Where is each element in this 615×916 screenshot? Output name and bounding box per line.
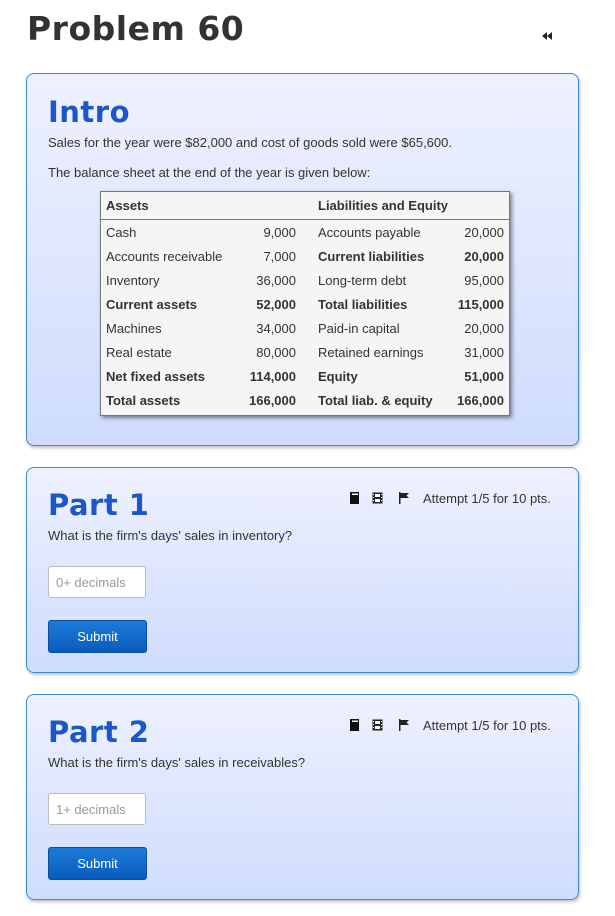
balance-sheet-row [101,244,509,268]
part-2-heading: Part 2 [48,715,150,749]
asset-value: 114,000 [249,368,296,384]
liability-label: Total liabilities [318,296,408,312]
part-1-attempt-text: Attempt 1/5 for 10 pts. [423,491,551,506]
rewind-icon[interactable] [540,29,554,43]
balance-sheet-row [101,316,509,340]
balance-sheet-row [101,268,509,292]
asset-label: Inventory [106,272,160,288]
part-1-submit-button[interactable]: Submit [48,620,147,653]
asset-value: 36,000 [256,272,296,288]
liability-label: Long-term debt [318,272,407,288]
asset-value: 7,000 [263,248,296,264]
liability-label: Accounts payable [318,224,421,240]
intro-heading: Intro [48,95,131,129]
book-icon[interactable] [350,719,359,731]
liability-value: 20,000 [464,248,504,264]
assets-header: Assets [101,192,306,220]
intro-panel [26,73,579,446]
liability-label: Current liabilities [318,248,425,264]
liability-label: Retained earnings [318,344,424,360]
asset-value: 166,000 [249,392,296,408]
part-1-heading: Part 1 [48,488,150,522]
liability-value: 166,000 [457,392,504,408]
liability-label: Equity [318,368,358,384]
asset-label: Net fixed assets [106,368,205,384]
part-1-answer-input[interactable] [48,566,146,598]
liability-label: Total liab. & equity [318,392,433,408]
asset-value: 34,000 [256,320,296,336]
liability-value: 31,000 [464,344,504,360]
balance-sheet-row [101,364,509,388]
asset-label: Cash [106,224,137,240]
part-2-submit-button[interactable]: Submit [48,847,147,880]
asset-value: 9,000 [263,224,296,240]
asset-label: Current assets [106,296,198,312]
part-1-question: What is the firm's days' sales in inventory? [48,528,293,543]
part-2-attempt-text: Attempt 1/5 for 10 pts. [423,718,551,733]
balance-sheet-header-row [101,192,509,220]
liability-label: Paid-in capital [318,320,400,336]
liability-value: 115,000 [457,296,504,312]
balance-sheet-row [101,388,509,412]
intro-balance-text: The balance sheet at the end of the year is given below: [48,165,371,180]
asset-label: Accounts receivable [106,248,223,264]
intro-sales-text: Sales for the year were $82,000 and cost of goods sold were $65,600. [48,135,452,150]
page-title: Problem 60 [27,9,245,48]
liability-value: 51,000 [464,368,504,384]
part-1-panel [26,467,579,673]
flag-icon[interactable] [399,719,409,731]
balance-sheet-row [101,292,509,316]
film-icon[interactable] [372,719,383,731]
liability-value: 20,000 [464,320,504,336]
flag-icon[interactable] [399,492,409,504]
asset-label: Machines [106,320,162,336]
balance-sheet-row [101,340,509,364]
liability-value: 20,000 [464,224,504,240]
book-icon[interactable] [350,492,359,504]
liability-value: 95,000 [464,272,504,288]
part-2-answer-input[interactable] [48,793,146,825]
asset-label: Real estate [106,344,172,360]
balance-sheet-row [101,220,509,245]
part-2-panel [26,694,579,900]
asset-value: 52,000 [256,296,296,312]
asset-value: 80,000 [256,344,296,360]
film-icon[interactable] [372,492,383,504]
part-2-question: What is the firm's days' sales in receivables? [48,755,306,770]
balance-sheet-table [100,191,510,416]
liabilities-header: Liabilities and Equity [306,192,509,220]
asset-label: Total assets [106,392,181,408]
